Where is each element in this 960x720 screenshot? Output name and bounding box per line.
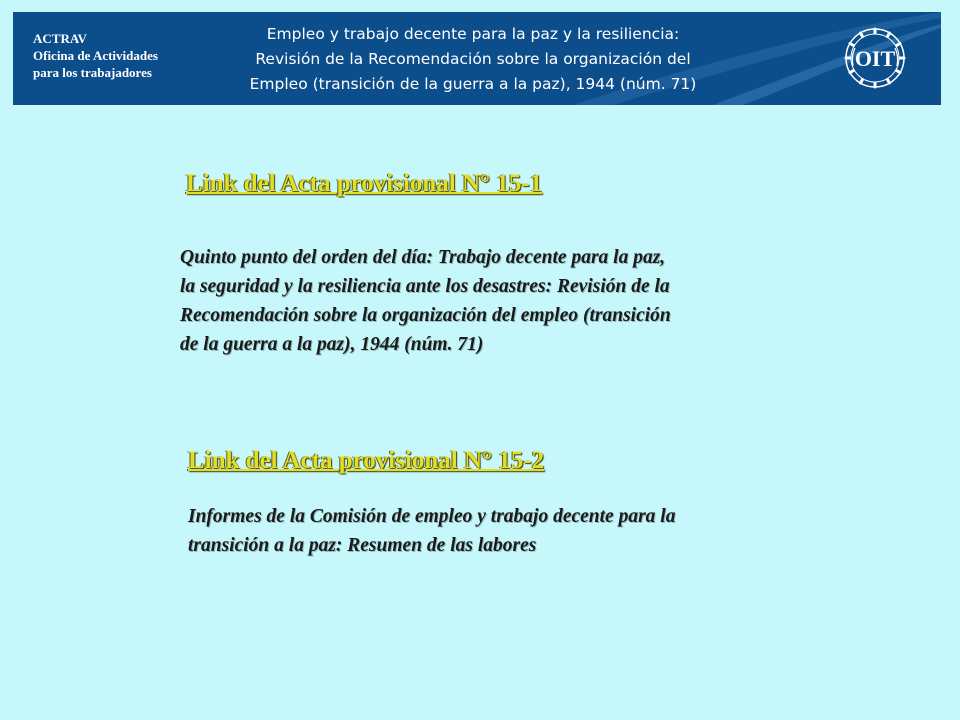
oit-logo-icon [839, 26, 911, 90]
description-line: Quinto punto del orden del día: Trabajo decente para la paz, [180, 247, 666, 268]
header-banner [13, 12, 941, 105]
acta-15-2-link[interactable]: Link del Acta provisional N° 15-2 [188, 447, 545, 474]
title-line: Revisión de la Recomendación sobre la organización del [255, 50, 691, 68]
acta-15-1-description [180, 243, 671, 359]
description-line: de la guerra a la paz), 1944 (núm. 71) [180, 334, 484, 355]
description-line: la seguridad y la resiliencia ante los desastres: Revisión de la [180, 276, 670, 297]
description-line: transición a la paz: Resumen de las labores [188, 535, 537, 556]
description-line: Informes de la Comisión de empleo y trabajo decente para la [188, 506, 676, 527]
logo-text: OIT [854, 46, 896, 71]
header-title [218, 22, 728, 97]
org-line: Oficina de Actividades [33, 48, 158, 63]
description-line: Recomendación sobre la organización del empleo (transición [180, 305, 671, 326]
org-line: ACTRAV [33, 31, 87, 46]
org-name [33, 30, 158, 81]
title-line: Empleo (transición de la guerra a la paz), 1944 (núm. 71) [249, 75, 697, 93]
acta-15-2-description [188, 502, 675, 560]
acta-15-1-link[interactable]: Link del Acta provisional N° 15-1 [186, 170, 543, 197]
org-line: para los trabajadores [33, 65, 152, 80]
title-line: Empleo y trabajo decente para la paz y la resiliencia: [266, 25, 680, 43]
